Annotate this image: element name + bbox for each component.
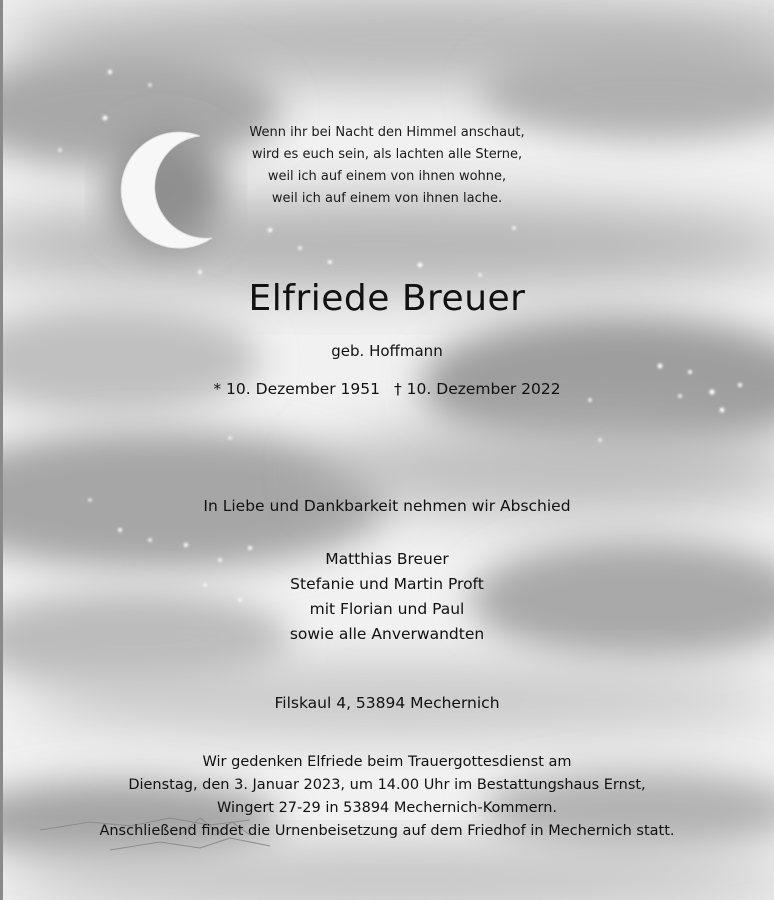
quote-line: weil ich auf einem von ihnen lache. [271,191,503,206]
family-line: sowie alle Anverwandten [289,625,485,643]
service-line: Dienstag, den 3. Januar 2023, um 14.00 Uhr im Bestattungshaus Ernst, [128,777,646,793]
death-date: † 10. Dezember 2022 [394,380,561,398]
quote-line: Wenn ihr bei Nacht den Himmel anschaut, [249,125,525,140]
address: Filskaul 4, 53894 Mechernich [274,694,500,712]
service-line: Wingert 27-29 in 53894 Mechernich-Kommern. [216,800,558,816]
family-line: Matthias Breuer [325,550,449,568]
family-line: mit Florian und Paul [309,600,465,618]
family-line: Stefanie und Martin Proft [290,575,484,593]
quote-line: weil ich auf einem von ihnen wohne, [267,169,507,184]
birth-date: * 10. Dezember 1951 [213,380,380,398]
life-dates [0,380,774,398]
service-line: Anschließend findet die Urnenbeisetzung auf dem Friedhof in Mechernich statt. [99,823,675,839]
service-line: Wir gedenken Elfriede beim Trauergottesdienst am [202,754,572,770]
deceased-name: Elfriede Breuer [248,278,526,319]
quote-line: wird es euch sein, als lachten alle Sterne, [251,147,523,162]
farewell-text: In Liebe und Dankbarkeit nehmen wir Abschied [203,497,571,515]
born-name: geb. Hoffmann [331,342,443,360]
